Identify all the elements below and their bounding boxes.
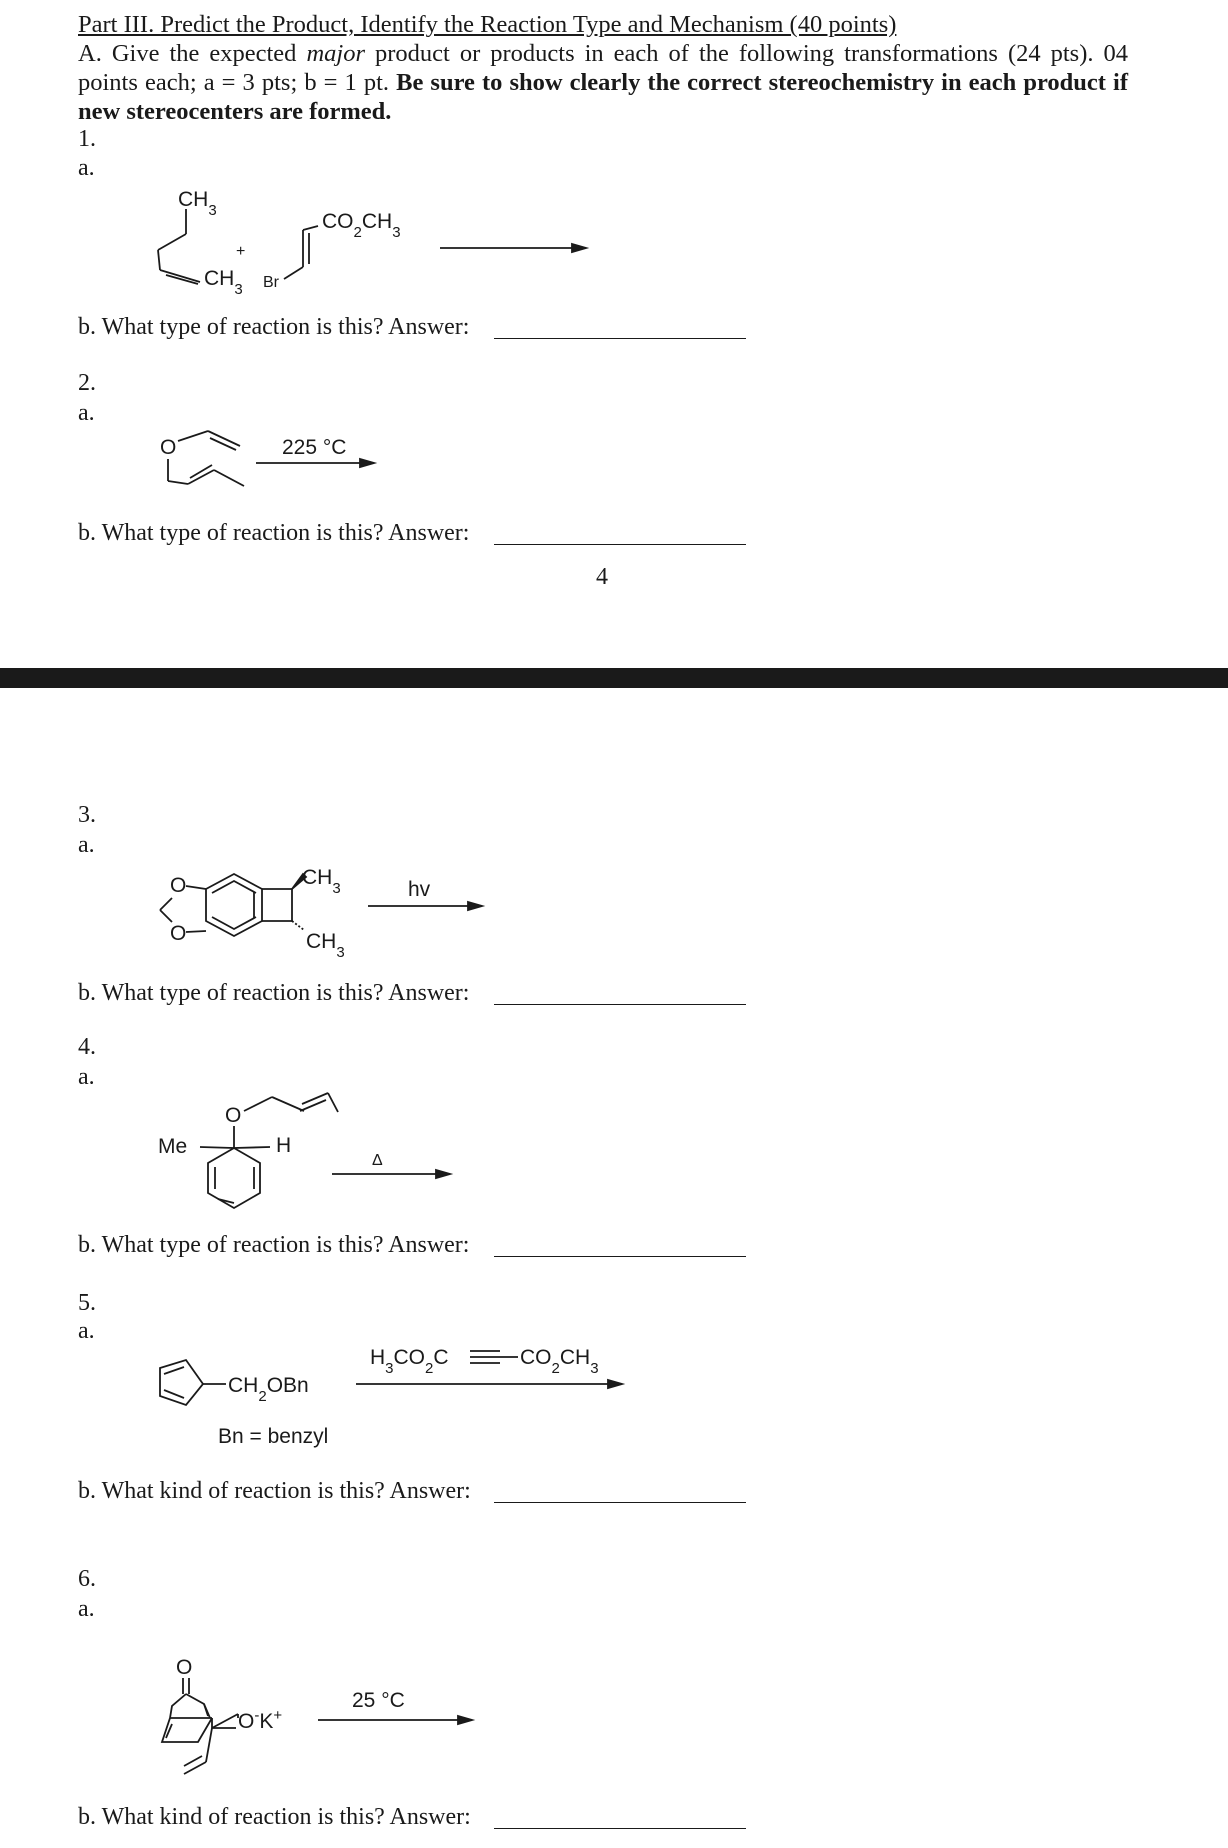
cation-plus: + [236,243,246,260]
oxygen-label: O [176,1656,193,1679]
oxygen-label: O [160,436,177,459]
oxygen-bottom-label: O [170,922,187,945]
ester-label: $CO_2CH_3$ [322,210,401,241]
problem-5-part-a: a. [78,1318,95,1344]
problem-6-number: 6. [78,1566,96,1592]
alkoxide-label: O-K+ [238,1706,283,1733]
heat-label: Δ [372,1152,383,1169]
problem-2-number: 2. [78,370,96,396]
page-number: 4 [596,564,608,590]
temperature-label: 25 °C [352,1689,405,1712]
ch3-top-label: $CH_3$ [178,188,217,219]
instructions-plain: A. Give the expected [78,40,307,67]
hv-label: hv [408,878,431,901]
temperature-label: 225 °C [282,436,347,459]
instructions-plain-2: product or products in each of the following transformations (24 pts). 04 points each; a = 3 pts; b = 1 pt. [78,40,1128,96]
ch3-bottom-label: $CH_3$ [204,267,243,298]
part-title: Part III. Predict the Product, Identify the Reaction Type and Mechanism (40 points) [78,11,897,38]
reagent-right-label: $CO_2CH_3$ [520,1346,599,1377]
problem-2-question: b. What type of reaction is this? Answer: [78,520,470,546]
problem-5-number: 5. [78,1290,96,1316]
problem-4-question: b. What type of reaction is this? Answer: [78,1232,470,1258]
ch3-bottom-label: $CH_3$ [306,930,345,961]
ch3-top-label: $CH_3$ [302,866,341,897]
hydrogen-label: H [276,1134,292,1157]
problem-1-part-a: a. [78,155,95,181]
problem-6-question: b. What kind of reaction is this? Answer: [78,1804,471,1830]
instructions-italic: major [306,40,365,67]
benzyl-note: Bn = benzyl [218,1425,329,1448]
br-label: Br [263,274,279,291]
problem-3-number: 3. [78,802,96,828]
problem-4-number: 4. [78,1034,96,1060]
reagent-left-label: $H_3CO_2C$ [370,1346,449,1377]
problem-6-part-a: a. [78,1596,95,1622]
problem-1-number: 1. [78,126,96,152]
problem-5-question: b. What kind of reaction is this? Answer: [78,1478,471,1504]
oxygen-label: O [225,1104,242,1127]
substituent-label: $CH_2OBn$ [228,1374,309,1405]
problem-2-part-a: a. [78,400,95,426]
oxygen-top-label: O [170,874,187,897]
methyl-label: Me [158,1135,188,1158]
problem-3-part-a: a. [78,832,95,858]
problem-4-part-a: a. [78,1064,95,1090]
problem-1-question: b. What type of reaction is this? Answer: [78,314,470,340]
problem-3-question: b. What type of reaction is this? Answer: [78,980,470,1006]
instructions-bold: Be sure to show clearly the correct stereochemistry in each product if new stereocenters are formed. [78,69,1128,125]
problem-6-answer-blank[interactable] [494,1828,746,1829]
